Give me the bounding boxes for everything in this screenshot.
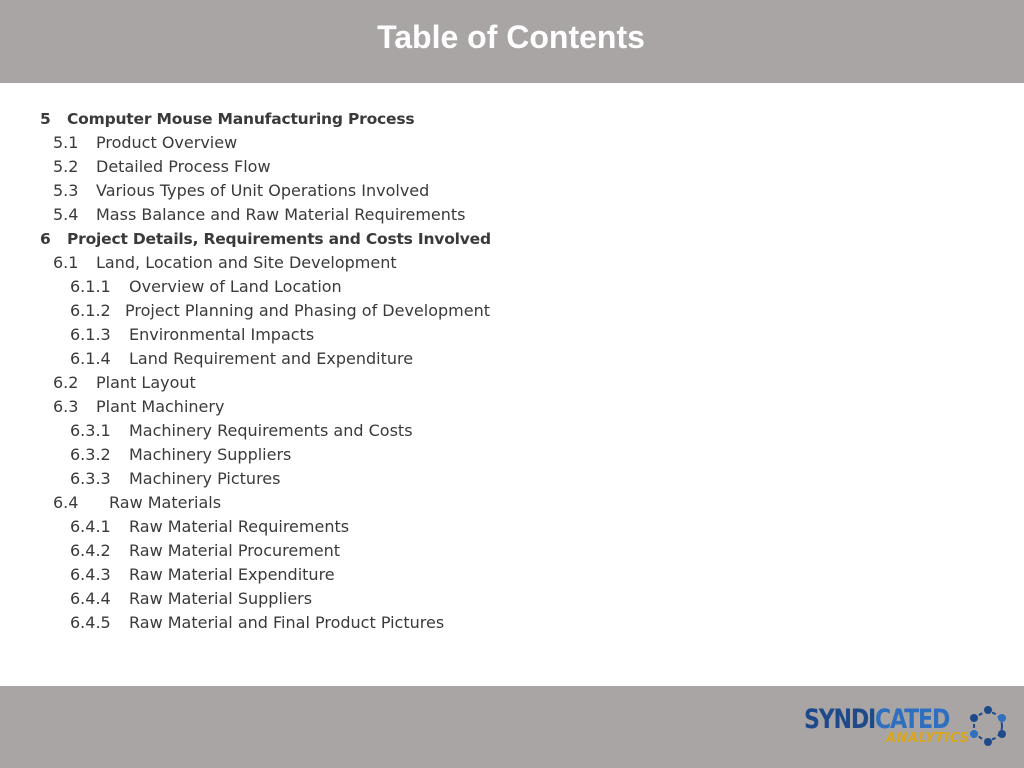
toc-label: Various Types of Unit Operations Involved bbox=[96, 181, 430, 200]
toc-label: Computer Mouse Manufacturing Process bbox=[67, 110, 415, 128]
toc-number: 6.3.2 bbox=[70, 445, 111, 464]
toc-number: 6.3 bbox=[53, 397, 79, 416]
toc-number: 5.3 bbox=[53, 181, 79, 200]
toc-number: 6.2 bbox=[53, 373, 79, 392]
toc-number: 6.3.3 bbox=[70, 469, 111, 488]
toc-number: 6.4.4 bbox=[70, 589, 111, 608]
toc-label: Plant Machinery bbox=[96, 397, 225, 416]
toc-number: 6.4.1 bbox=[70, 517, 111, 536]
toc-label: Plant Layout bbox=[96, 373, 196, 392]
toc-label: Detailed Process Flow bbox=[96, 157, 271, 176]
toc-label: Machinery Suppliers bbox=[129, 445, 292, 464]
toc-label: Machinery Requirements and Costs bbox=[129, 421, 413, 440]
toc-number: 5.2 bbox=[53, 157, 79, 176]
toc-number: 5 bbox=[40, 110, 51, 128]
syndicated-analytics-logo bbox=[800, 702, 1012, 752]
toc-number: 6.4.2 bbox=[70, 541, 111, 560]
toc-label: Product Overview bbox=[96, 133, 238, 152]
toc-label: Raw Material Requirements bbox=[129, 517, 350, 536]
toc-label: Mass Balance and Raw Material Requirements bbox=[96, 205, 466, 224]
toc-label: Environmental Impacts bbox=[129, 325, 315, 344]
toc-label: Raw Materials bbox=[109, 493, 222, 512]
toc-label: Raw Material Expenditure bbox=[129, 565, 335, 584]
toc-label: Machinery Pictures bbox=[129, 469, 281, 488]
toc-number: 6.1 bbox=[53, 253, 79, 272]
toc-label: Raw Material and Final Product Pictures bbox=[129, 613, 445, 632]
toc-label: Project Planning and Phasing of Development bbox=[125, 301, 490, 320]
toc-label: Project Details, Requirements and Costs Involved bbox=[67, 230, 491, 248]
toc-label: Raw Material Suppliers bbox=[129, 589, 313, 608]
logo-word-part2: CATED bbox=[874, 704, 950, 735]
page-title: Table of Contents bbox=[377, 19, 645, 55]
toc-number: 5.1 bbox=[53, 133, 79, 152]
toc-number: 6.1.1 bbox=[70, 277, 111, 296]
logo-word-part1: SYNDI bbox=[804, 704, 875, 735]
logo-subtitle: ANALYTICS bbox=[886, 731, 970, 746]
toc-number: 6.3.1 bbox=[70, 421, 111, 440]
toc-label: Land, Location and Site Development bbox=[96, 253, 397, 272]
toc-label: Overview of Land Location bbox=[129, 277, 342, 296]
toc-label: Land Requirement and Expenditure bbox=[129, 349, 414, 368]
logo-ring-icon bbox=[966, 704, 1010, 748]
toc-number: 6 bbox=[40, 230, 51, 248]
toc-number: 6.4.5 bbox=[70, 613, 111, 632]
toc-number: 6.4 bbox=[53, 493, 79, 512]
toc-number: 5.4 bbox=[53, 205, 79, 224]
toc-number: 6.1.4 bbox=[70, 349, 111, 368]
toc-number: 6.4.3 bbox=[70, 565, 111, 584]
toc-number: 6.1.3 bbox=[70, 325, 111, 344]
header-bar bbox=[0, 0, 1024, 83]
toc-number: 6.1.2 bbox=[70, 301, 111, 320]
toc-label: Raw Material Procurement bbox=[129, 541, 341, 560]
